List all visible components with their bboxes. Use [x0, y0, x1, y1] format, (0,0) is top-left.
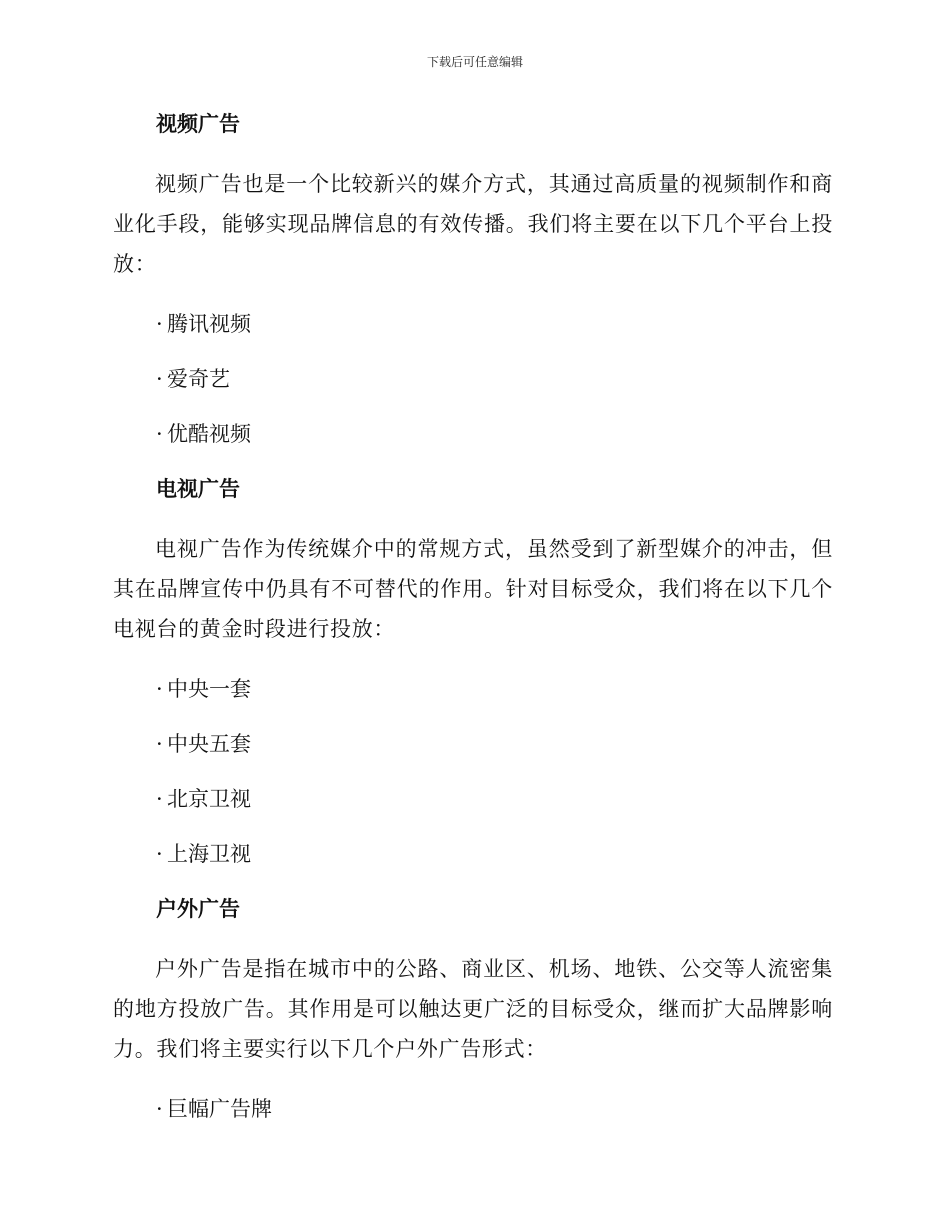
section-tv-ads: [113, 473, 833, 870]
list-item-label: 巨幅广告牌: [167, 1097, 272, 1121]
list-item-label: 腾讯视频: [167, 312, 251, 336]
section-heading: 电视广告: [156, 476, 240, 501]
bullet-icon: ·: [156, 842, 163, 866]
section-video-ads: [113, 108, 833, 450]
list-item-label: 上海卫视: [167, 842, 251, 866]
list-item-label: 中央一套: [167, 677, 251, 701]
section-paragraph: 视频广告也是一个比较新兴的媒介方式，其通过高质量的视频制作和商业化手段，能够实现品牌信息的有效传播。我们将主要在以下几个平台上投放：: [113, 172, 833, 276]
bullet-icon: ·: [156, 677, 163, 701]
section-heading: 视频广告: [156, 111, 240, 136]
list-item: [113, 728, 833, 760]
list-item: [113, 1093, 833, 1125]
section-paragraph: 户外广告是指在城市中的公路、商业区、机场、地铁、公交等人流密集的地方投放广告。其作用是可以触达更广泛的目标受众，继而扩大品牌影响力。我们将主要实行以下几个户外广告形式：: [113, 957, 833, 1061]
page-header: 下载后可任意编辑: [426, 55, 523, 69]
list-item-label: 优酷视频: [167, 422, 251, 446]
list-item: [113, 783, 833, 815]
list-item: [113, 308, 833, 340]
list-item: [113, 418, 833, 450]
list-item: [113, 838, 833, 870]
bullet-icon: ·: [156, 1097, 163, 1121]
document-body: [113, 108, 833, 1125]
platform-list: [113, 308, 833, 450]
bullet-icon: ·: [156, 787, 163, 811]
bullet-icon: ·: [156, 422, 163, 446]
list-item-label: 中央五套: [167, 732, 251, 756]
section-outdoor-ads: [113, 893, 833, 1125]
bullet-icon: ·: [156, 312, 163, 336]
list-item: [113, 673, 833, 705]
section-heading: 户外广告: [156, 896, 240, 921]
list-item-label: 爱奇艺: [167, 367, 230, 391]
list-item-label: 北京卫视: [167, 787, 251, 811]
bullet-icon: ·: [156, 367, 163, 391]
bullet-icon: ·: [156, 732, 163, 756]
outdoor-format-list: [113, 1093, 833, 1125]
channel-list: [113, 673, 833, 870]
section-paragraph: 电视广告作为传统媒介中的常规方式，虽然受到了新型媒介的冲击，但其在品牌宣传中仍具有不可替代的作用。针对目标受众，我们将在以下几个电视台的黄金时段进行投放：: [113, 537, 833, 641]
list-item: [113, 363, 833, 395]
